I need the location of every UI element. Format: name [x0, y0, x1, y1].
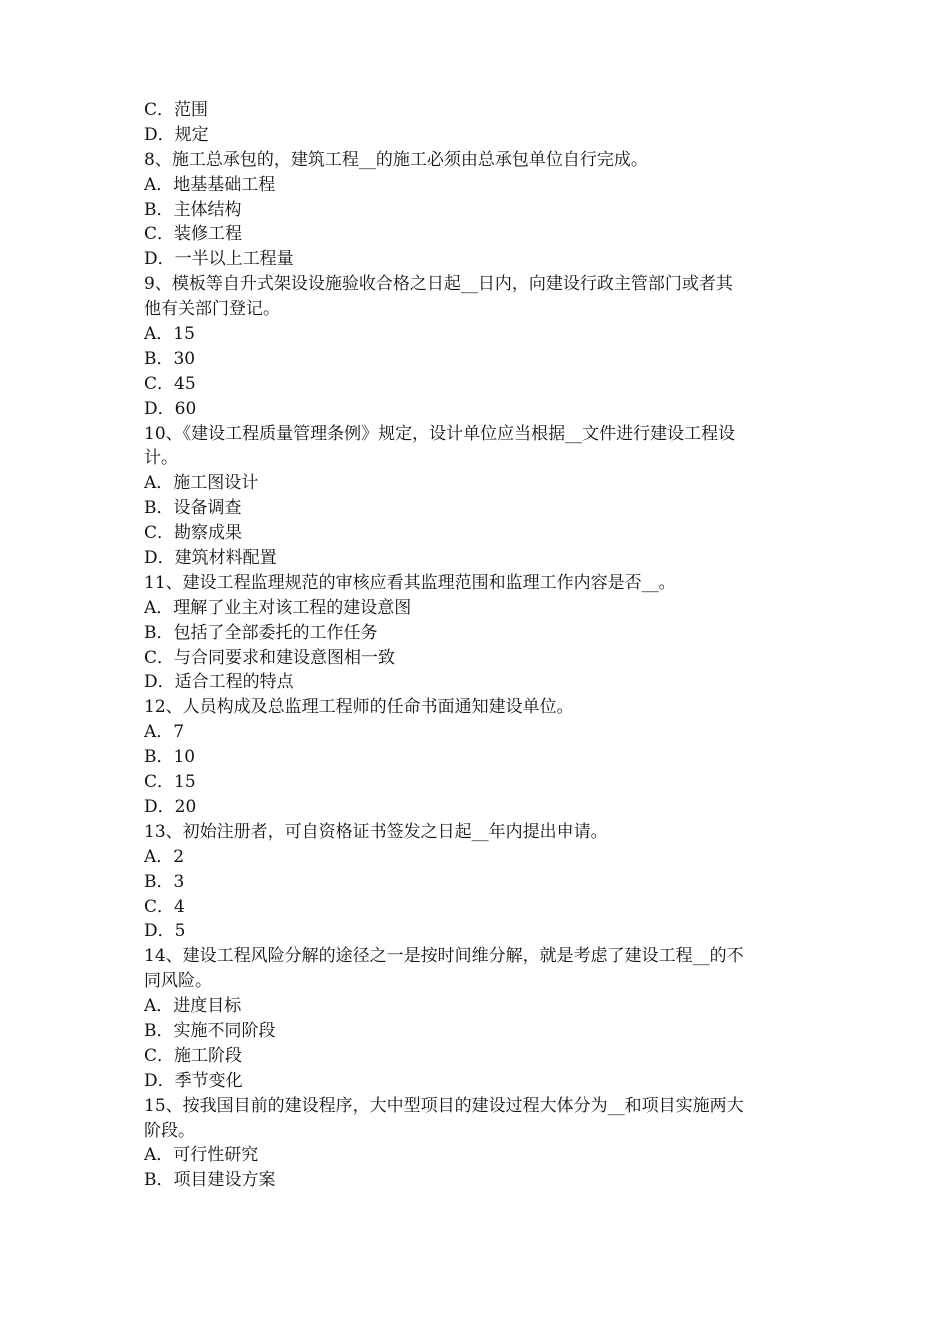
- option-line: A．7: [144, 722, 185, 743]
- question-line: 阶段。: [144, 1120, 195, 1141]
- option-line: A．地基基础工程: [144, 174, 276, 195]
- option-line: B．项目建设方案: [144, 1170, 276, 1191]
- option-line: A．进度目标: [144, 996, 242, 1017]
- option-line: A．施工图设计: [144, 473, 259, 494]
- question-line: 同风险。: [144, 971, 212, 992]
- text-line: D．规定: [144, 124, 209, 145]
- option-line: D．适合工程的特点: [144, 672, 294, 693]
- question-line: 14、建设工程风险分解的途径之一是按时间维分解，就是考虑了建设工程__的不: [144, 946, 744, 967]
- option-line: A．可行性研究: [144, 1145, 259, 1166]
- option-line: C．装修工程: [144, 224, 243, 245]
- option-line: C．勘察成果: [144, 523, 243, 544]
- option-line: A．15: [144, 324, 195, 345]
- option-line: C．4: [144, 896, 185, 917]
- option-line: A．理解了业主对该工程的建设意图: [144, 597, 412, 618]
- option-line: D．建筑材料配置: [144, 548, 277, 569]
- option-line: D．一半以上工程量: [144, 249, 294, 270]
- question-line: 10、《建设工程质量管理条例》规定，设计单位应当根据__文件进行建设工程设: [144, 423, 736, 444]
- option-line: B．30: [144, 348, 196, 369]
- option-line: B．主体结构: [144, 199, 242, 220]
- option-line: B．包括了全部委托的工作任务: [144, 622, 378, 643]
- document-page: [144, 98, 816, 1193]
- question-line: 12、人员构成及总监理工程师的任命书面通知建设单位。: [144, 697, 574, 718]
- question-line: 他有关部门登记。: [144, 299, 280, 320]
- question-line: 15、按我国目前的建设程序，大中型项目的建设过程大体分为__和项目实施两大: [144, 1095, 744, 1116]
- option-line: C．45: [144, 373, 196, 394]
- option-line: D．季节变化: [144, 1070, 243, 1091]
- option-line: C．15: [144, 772, 196, 793]
- option-line: D．5: [144, 921, 186, 942]
- question-line: 13、初始注册者，可自资格证书签发之日起__年内提出申请。: [144, 821, 608, 842]
- question-line: 8、施工总承包的，建筑工程__的施工必须由总承包单位自行完成。: [144, 149, 648, 170]
- text-line: C．范围: [144, 100, 209, 120]
- option-line: B．实施不同阶段: [144, 1020, 276, 1041]
- option-line: C．施工阶段: [144, 1045, 243, 1066]
- option-line: D．60: [144, 398, 197, 419]
- question-line: 11、建设工程监理规范的审核应看其监理范围和监理工作内容是否__。: [144, 572, 676, 593]
- option-line: B．3: [144, 871, 185, 892]
- option-line: D．20: [144, 796, 197, 817]
- option-line: C．与合同要求和建设意图相一致: [144, 647, 396, 668]
- option-line: A．2: [144, 846, 185, 867]
- question-line: 计。: [144, 448, 178, 469]
- option-line: B．设备调查: [144, 498, 242, 519]
- question-line: 9、模板等自升式架设设施验收合格之日起__日内，向建设行政主管部门或者其: [144, 274, 733, 295]
- option-line: B．10: [144, 747, 196, 768]
